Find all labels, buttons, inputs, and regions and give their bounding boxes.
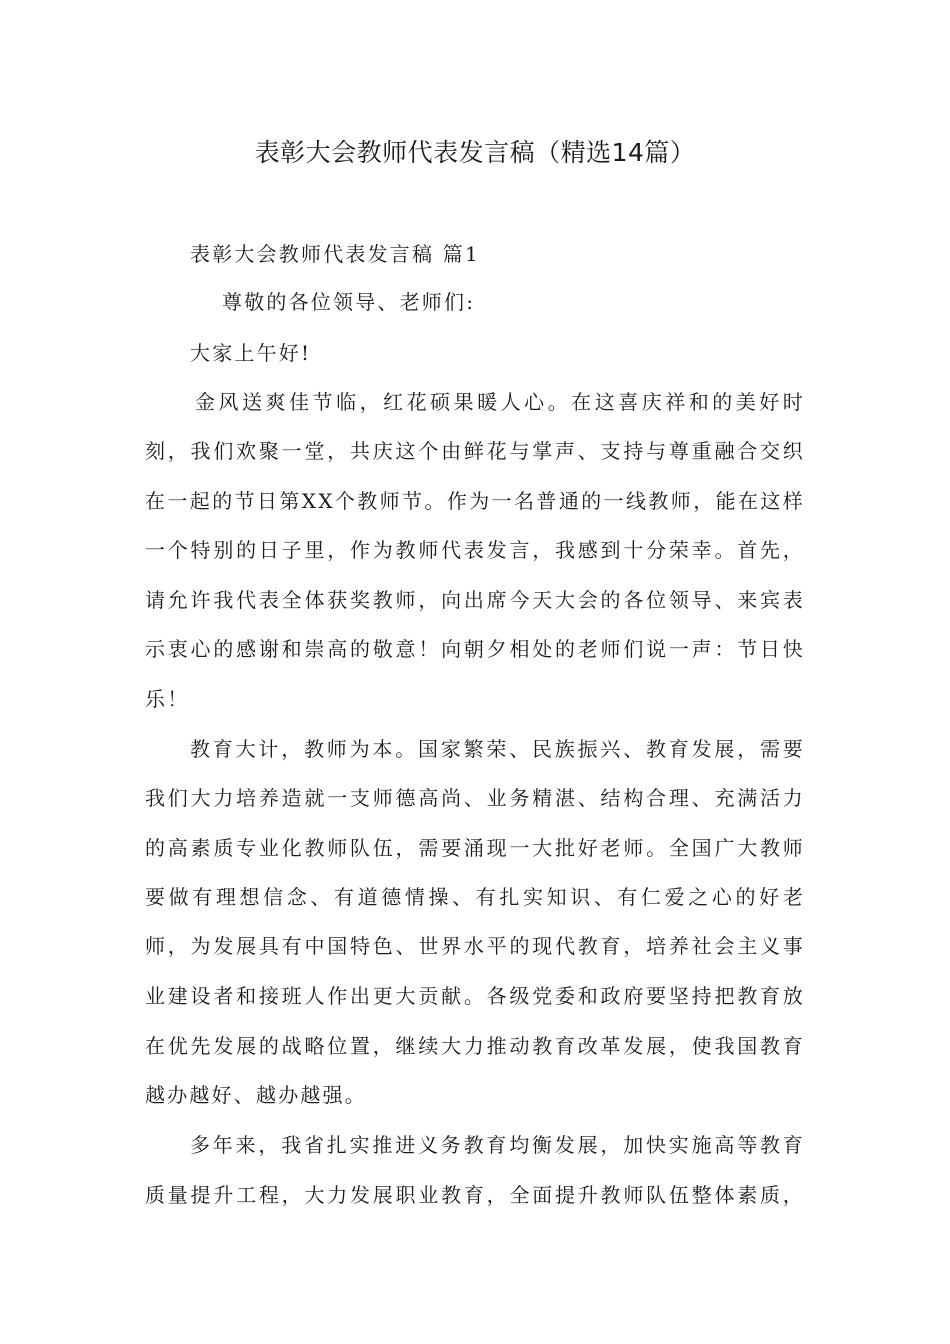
paragraph-line: 要做有理想信念、有道德情操、有扎实知识、有仁爱之心的好老	[145, 885, 805, 909]
paragraph-line: 刻，我们欢聚一堂，共庆这个由鲜花与掌声、支持与尊重融合交织	[145, 439, 805, 463]
paragraph-line: 金风送爽佳节临，红花硕果暖人心。在这喜庆祥和的美好时	[195, 390, 805, 414]
paragraph-line: 乐！	[145, 687, 190, 711]
paragraph-line: 我们大力培养造就一支师德高尚、业务精湛、结构合理、充满活力	[145, 786, 805, 810]
section-heading: 表彰大会教师代表发言稿 篇1	[190, 242, 480, 266]
paragraph-line: 在一起的节日第XX个教师节。作为一名普通的一线教师，能在这样	[145, 489, 805, 513]
document-title: 表彰大会教师代表发言稿（精选14篇）	[254, 138, 696, 167]
greeting: 大家上午好!	[190, 341, 312, 365]
paragraph-line: 的高素质专业化教师队伍，需要涌现一大批好老师。全国广大教师	[145, 836, 805, 860]
paragraph-line: 业建设者和接班人作出更大贡献。各级党委和政府要坚持把教育放	[145, 984, 805, 1008]
salutation: 尊敬的各位领导、老师们:	[222, 290, 476, 314]
paragraph-line: 示衷心的感谢和崇高的敬意！向朝夕相处的老师们说一声：节日快	[145, 637, 805, 661]
paragraph-line: 教育大计，教师为本。国家繁荣、民族振兴、教育发展，需要	[190, 737, 805, 761]
paragraph-line: 越办越好、越办越强。	[145, 1083, 367, 1107]
paragraph-line: 请允许我代表全体获奖教师，向出席今天大会的各位领导、来宾表	[145, 588, 805, 612]
paragraph-line: 师，为发展具有中国特色、世界水平的现代教育，培养社会主义事	[145, 934, 805, 958]
paragraph-line: 在优先发展的战略位置，继续大力推动教育改革发展，使我国教育	[145, 1034, 805, 1058]
paragraph-line: 质量提升工程，大力发展职业教育，全面提升教师队伍整体素质，	[145, 1183, 805, 1207]
paragraph-line: 一个特别的日子里，作为教师代表发言，我感到十分荣幸。首先，	[145, 538, 805, 562]
paragraph-line: 多年来，我省扎实推进义务教育均衡发展，加快实施高等教育	[190, 1133, 805, 1157]
